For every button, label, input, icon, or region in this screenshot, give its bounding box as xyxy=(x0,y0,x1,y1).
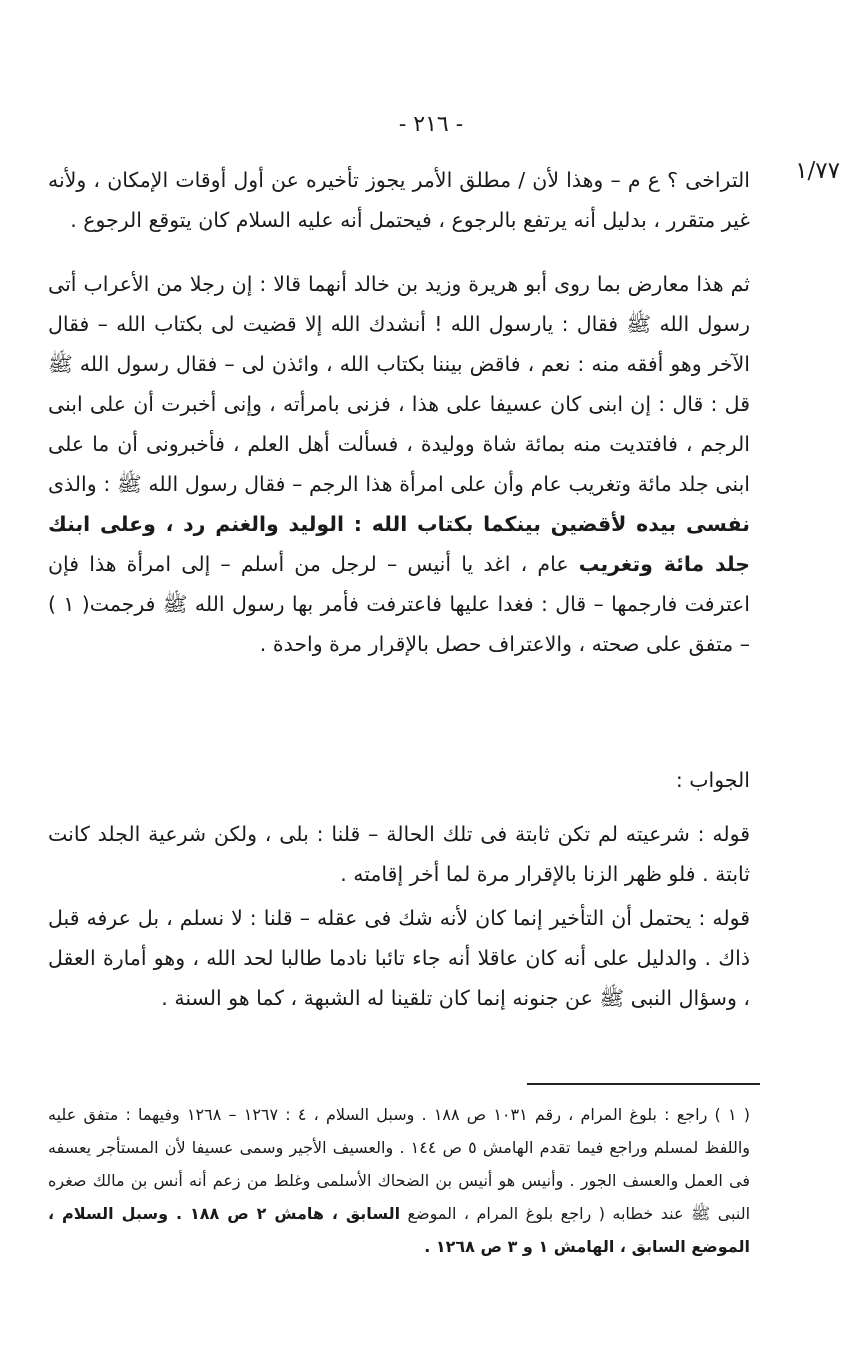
answer-heading-text: الجواب : xyxy=(675,768,750,792)
paragraph-2 xyxy=(48,264,750,664)
page-number: - ٢١٦ - xyxy=(398,112,464,137)
paragraph-4-text: قوله : شرعيته لم تكن ثابتة فى تلك الحالة – قلنا : بلى ، ولكن شرعية الجلد كانت ثابتة . فلو ظهر الزنا بالإقرار مرة لما أخر إقامته . xyxy=(48,822,750,886)
footnote xyxy=(48,1098,750,1263)
footnote-divider xyxy=(527,1083,760,1085)
footnote-text-b: السابق ، هامش ٢ ص ١٨٨ . وسبل السلام ، الموضع السابق ، الهامش ١ و ٣ ص ١٢٦٨ . xyxy=(48,1204,750,1256)
paragraph-2-text-b: عام ، اغد يا أنيس – لرجل من أسلم – إلى امرأة هذا فإن اعترفت فارجمها – قال : فغدا عليها فاعترفت فأمر بها رسول الله ﷺ فرجمت( ١ ) – متفق على صحته ، والاعتراف حصل بالإقرار مرة واحدة . xyxy=(48,552,751,656)
paragraph-4 xyxy=(48,814,750,894)
paragraph-1 xyxy=(48,160,750,240)
paragraph-1-text: التراخى ؟ ع م – وهذا لأن / مطلق الأمر يجوز تأخيره عن أول أوقات الإمكان ، ولأنه غير متقرر ، بدليل أنه يرتفع بالرجوع ، فيحتمل أنه عليه السلام كان يتوقع الرجوع . xyxy=(48,168,750,232)
paragraph-2-text xyxy=(48,264,750,664)
paragraph-answer-heading xyxy=(48,760,750,800)
paragraph-2-text-a: ثم هذا معارض بما روى أبو هريرة وزيد بن خالد أنهما قالا : إن رجلا من الأعراب أتى رسول الله ﷺ فقال : يارسول الله ! أنشدك الله إلا قضيت لى بكتاب الله – فقال الآخر وهو أفقه منه : نعم ، فاقض بيننا بكتاب الله ، وائذن لى – فقال رسول الله ﷺ قل : قال : إن ابنى كان عسيفا على هذا ، فزنى بامرأته ، وإنى أخبرت أن على ابنى الرجم ، فافتديت منه بمائة شاة ووليدة ، فسألت أهل العلم ، فأخبرونى أن ما على ابنى جلد مائة وتغريب عام وأن على امرأة هذا الرجم – فقال رسول الله ﷺ : والذى xyxy=(48,272,750,496)
margin-reference: ١/٧٧ xyxy=(795,158,840,184)
footnote-text xyxy=(48,1098,750,1263)
paragraph-5 xyxy=(48,898,750,1018)
footnote-text-a: ( ١ ) راجع : بلوغ المرام ، رقم ١٠٣١ ص ١٨٨ . وسبل السلام ، ٤ : ١٢٦٧ – ١٢٦٨ وفيهما : متفق عليه واللفظ لمسلم وراجع فيما تقدم الهامش ٥ ص ١٤٤ . والعسيف الأجير وسمى عسيفا لأن المستأجر يعسفه فى العمل والعسف الجور . وأنيس هو أنيس بن الضحاك الأسلمى وغلط من زعم أنه أنس بن مالك صغره النبى ﷺ عند خطابه ( راجع بلوغ المرام ، الموضع xyxy=(48,1105,751,1223)
paragraph-5-text: قوله : يحتمل أن التأخير إنما كان لأنه شك فى عقله – قلنا : لا نسلم ، بل عرفه قبل ذاك . والدليل على أنه كان عاقلا أنه جاء تائبا نادما طالبا لحد الله ، وهو أمارة العقل ، وسؤال النبى ﷺ عن جنونه إنما كان تلقينا له الشبهة ، كما هو السنة . xyxy=(48,906,750,1010)
paragraph-2-bold-text: نفسى بيده لأقضين بينكما بكتاب الله : الوليد والغنم رد ، وعلى ابنك جلد مائة وتغريب xyxy=(48,512,750,576)
